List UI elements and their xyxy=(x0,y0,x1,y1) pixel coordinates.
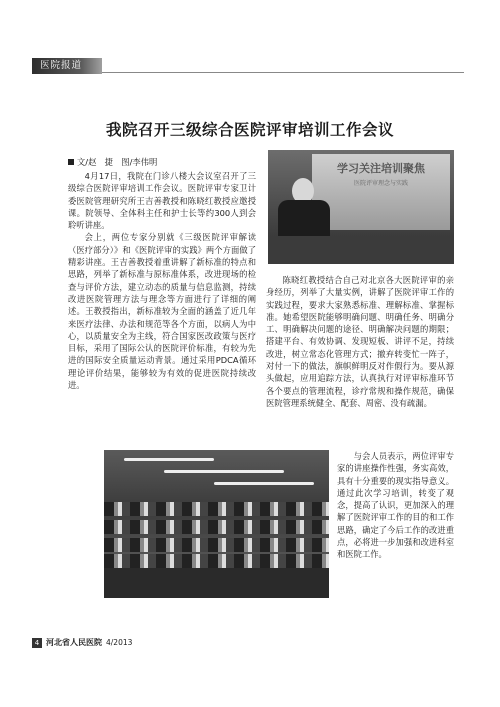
paragraph: 陈晓红教授结合自己对北京各大医院评审的亲身经历，列举了大量实例，讲解了医院评审工作的实践过程，要求大家熟悉标准、理解标准、掌握标准。她希望医院能够明确问题、明确任务、明确分工、明确解决问题的途径、明确解决问题的期限；搭建平台、有效协调、发现短板、讲评不足，持续改进，树立常态化管理方式；撤弃转变忙一阵子，对付一下的做法，旗帜鲜明反对作假行为。要从源头做起，应用追踪方法，认真执行对评审标准环节各个要点的管理流程，诊疗常规和操作规范，确保医院管理系统健全、配套、周密、没有疏漏。 xyxy=(266,275,454,408)
page-footer xyxy=(32,637,132,648)
paragraph: 会上，两位专家分别就《三级医院评审解读（医疗部分）》和《医院评审的实践》两个方面做了精彩讲座。王吉善教授着重讲解了新标准的特点和思路，列举了新标准与原标准体系，改进现场的检查与评价方法，建立动态的质量与信息监测，持续改进医院管理方法与理念等方面进行了详细的阐述。王教授指出，新标准较为全面的涵盖了近几年来医疗法律、办法和规范等各个方面，以病人为中心，以质量安全为主线，符合国家医改政策与医疗目标，采用了国际公认的医院评价标准，有较为先进的国际安全质量运动背景。通过采用PDCA循环理论评价结果，能够较为有效的促进医院持续改进。 xyxy=(68,232,256,391)
audience-row xyxy=(104,538,329,552)
byline-text: 文/赵 捷 图/李伟明 xyxy=(77,157,158,167)
podium xyxy=(268,236,454,264)
page-number: 4 xyxy=(32,638,42,648)
journal-name: 河北省人民医院 xyxy=(46,638,102,647)
right-column xyxy=(266,274,454,409)
square-bullet-icon xyxy=(68,159,74,165)
projection-screen xyxy=(312,154,450,230)
right-bottom-column xyxy=(337,450,454,561)
audience-row xyxy=(104,502,329,516)
audience-photo xyxy=(104,450,329,598)
speaker-photo xyxy=(268,150,454,264)
article-title: 我院召开三级综合医院评审培训工作会议 xyxy=(105,120,394,139)
audience-row xyxy=(104,554,329,568)
front-table xyxy=(104,568,329,598)
paragraph: 4月17日，我院在门诊八楼大会议室召开了三级综合医院评审培训工作会议。医院评审专家卫计委医院管理研究所王吉善教授和陈晓红教授应邀授课。院领导、全体科主任和护士长等约300人到会聆听讲座。 xyxy=(68,171,256,231)
section-header xyxy=(32,58,464,74)
issue-number: 4/2013 xyxy=(106,638,133,647)
ceiling-light xyxy=(214,482,314,485)
section-label: 医院报道 xyxy=(32,58,102,74)
screen-subtitle: 医院评审理念与实践 xyxy=(353,180,408,187)
screen-title: 学习关注培训聚焦 xyxy=(337,162,425,175)
audience-row xyxy=(104,520,329,534)
left-column xyxy=(68,170,256,391)
speaker-body xyxy=(278,200,330,240)
section-divider xyxy=(102,72,464,73)
byline xyxy=(68,156,157,168)
ceiling-light xyxy=(124,458,214,461)
paragraph: 与会人员表示，两位评审专家的讲座操作性强，务实高效，具有十分重要的现实指导意义。通过此次学习培训，转变了观念，提高了认识，更加深入的理解了医院评审工作的目的和工作思路，确定了今后工作的改进重点，必将进一步加强和改进科室和医院工作。 xyxy=(337,451,454,560)
ceiling-light xyxy=(164,470,284,473)
